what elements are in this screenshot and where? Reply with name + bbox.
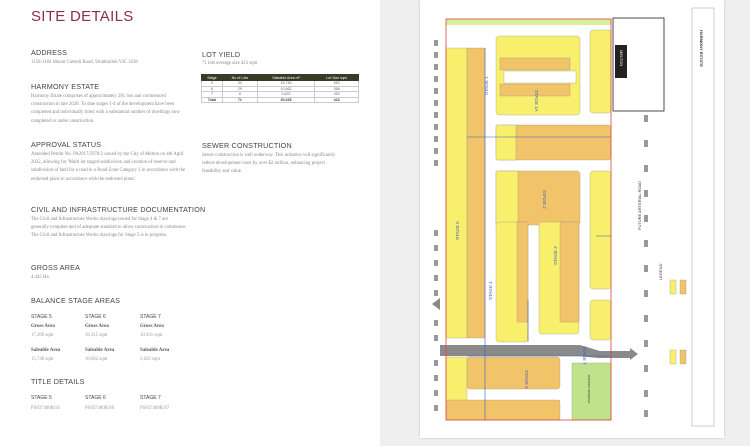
gross-label: Gross Area <box>85 324 109 329</box>
cell: 453 <box>315 92 359 98</box>
sewer-text: Sewer construction is well underway. This initiative will significantly reduce development costs by over $2 million, enhancing project feasibility and value. <box>202 153 336 175</box>
title-stage5: STAGE 5 <box>31 395 52 401</box>
title-stage5-value: PS837400R/S5 <box>31 406 61 411</box>
gross-label: Gross Area <box>31 324 55 329</box>
approval-heading: APPROVAL STATUS <box>31 140 102 149</box>
council-logo-text: MELTON <box>619 50 624 67</box>
title-stage6: STAGE 6 <box>85 395 106 401</box>
title-details-heading: TITLE DETAILS <box>31 377 85 386</box>
gross-label: Gross Area <box>140 324 164 329</box>
saleable-label: Saleable Area <box>85 348 115 353</box>
cell: 5 <box>202 81 223 87</box>
stage-label: STAGE 5 <box>455 221 460 240</box>
cell: 6 <box>202 86 223 92</box>
stage-label: STAGE 1A <box>534 90 539 112</box>
cell: 30,028 <box>257 97 314 103</box>
cell: Total <box>202 97 223 103</box>
cell: 463 <box>315 81 359 87</box>
lot-yield-heading: LOT YIELD <box>202 50 241 59</box>
lot-strip <box>467 48 485 338</box>
approval-text: Amended Permit No. PA2017/5970/2 issued by the City of Melton on 4th April 2022, allowing for 'Multi lot staged subdivision and creation of reserve and subdivision of land for a road in a Road Zone Category 1 in accordance with the endorsed plans in accordance with the endorsed plans'. <box>31 152 186 182</box>
stage5-gross: 17,200 sqm <box>31 333 54 338</box>
road-label: FUTURE ARTERIAL ROAD <box>637 180 642 230</box>
stage-label: STAGE 1 <box>484 76 489 95</box>
stage7-gross: 10,931 sqm <box>140 333 163 338</box>
cell: 71 <box>222 97 257 103</box>
stage-label: STAGE 4 <box>488 281 493 300</box>
cell: 7 <box>202 92 223 98</box>
cell: 3,620 <box>257 92 314 98</box>
saleable-label: Saleable Area <box>140 348 170 353</box>
lot-strip <box>446 48 467 338</box>
balance-stage5: STAGE 5 <box>31 314 52 320</box>
harmony-heading: HARMONY ESTATE <box>31 82 100 91</box>
stage-label: STAGE 6 <box>524 370 529 389</box>
col-saleable: Saleable Area m² <box>257 75 314 81</box>
title-stage6-value: PS837400R/S6 <box>85 406 115 411</box>
title-stage7-value: PS837400R/S7 <box>140 406 170 411</box>
col-lots: No of Lots <box>222 75 257 81</box>
right-road-dashes <box>644 115 648 417</box>
cell: 34 <box>222 81 257 87</box>
page-title: SITE DETAILS <box>31 8 134 25</box>
sewer-heading: SEWER CONSTRUCTION <box>202 141 292 150</box>
subdivision-plan <box>420 0 724 438</box>
stage-label: STAGE 3 <box>553 246 558 265</box>
col-stage: Stage <box>202 75 223 81</box>
lot-yield-text: 71 lots average size 423 sqm <box>202 61 258 66</box>
cell: 368 <box>315 86 359 92</box>
block-stage6 <box>446 357 467 407</box>
estate-label: HARMONY ESTATE <box>699 30 704 67</box>
stage7-saleable: 3,620 sqm <box>140 357 160 362</box>
table-total-row <box>202 97 359 103</box>
stage-label: STAGE 2 <box>542 190 547 209</box>
legend-label: LEGEND <box>658 263 663 280</box>
stage5-saleable: 15,746 sqm <box>31 357 54 362</box>
col-lot-size: Lot Size sqm <box>315 75 359 81</box>
plan-drawing <box>420 0 724 438</box>
stage-label: STAGE 7 <box>582 346 587 365</box>
saleable-label: Saleable Area <box>31 348 61 353</box>
lot-yield-table <box>201 74 359 103</box>
address-text: 1156-1184 Mount Cottrell Road, Strathtulloh VIC 3338 <box>31 60 138 65</box>
top-reserve-strip <box>446 19 611 25</box>
gross-area-value: 4.445 Ha <box>31 275 49 280</box>
address-heading: ADDRESS <box>31 48 68 57</box>
civil-heading: CIVIL AND INFRASTRUCTURE DOCUMENTATION <box>31 205 206 214</box>
cell: 15,746 <box>257 81 314 87</box>
stage6-gross: 16,315 sqm <box>85 333 108 338</box>
gross-area-heading: GROSS AREA <box>31 263 81 272</box>
civil-text: The Civil and Infrastructure Works drawings issued for Stage 4 & 7 are generally complete and of adequate standard to allow construction to commence. The Civil and Infrastructure Works drawings for Stage 5 is in progress. <box>31 217 187 239</box>
cell: 8 <box>222 92 257 98</box>
reserve-label: COUNCIL RESERVE <box>587 375 591 404</box>
cell: 29 <box>222 86 257 92</box>
balance-heading: BALANCE STAGE AREAS <box>31 296 121 305</box>
cell: 423 <box>315 97 359 103</box>
left-road-dashes <box>434 40 438 411</box>
balance-stage7: STAGE 7 <box>140 314 161 320</box>
title-block <box>692 8 714 426</box>
stage6-saleable: 10,662 sqm <box>85 357 108 362</box>
balance-stage6: STAGE 6 <box>85 314 106 320</box>
title-stage7: STAGE 7 <box>140 395 161 401</box>
cell: 10,662 <box>257 86 314 92</box>
harmony-text: Harmony Estate comprises of approximately 281 lots and commenced construction in late 2020. To date stages 1-4 of the development have been completed and individually titled with a substantial number of dwellings now completed or under construction. <box>31 94 180 124</box>
